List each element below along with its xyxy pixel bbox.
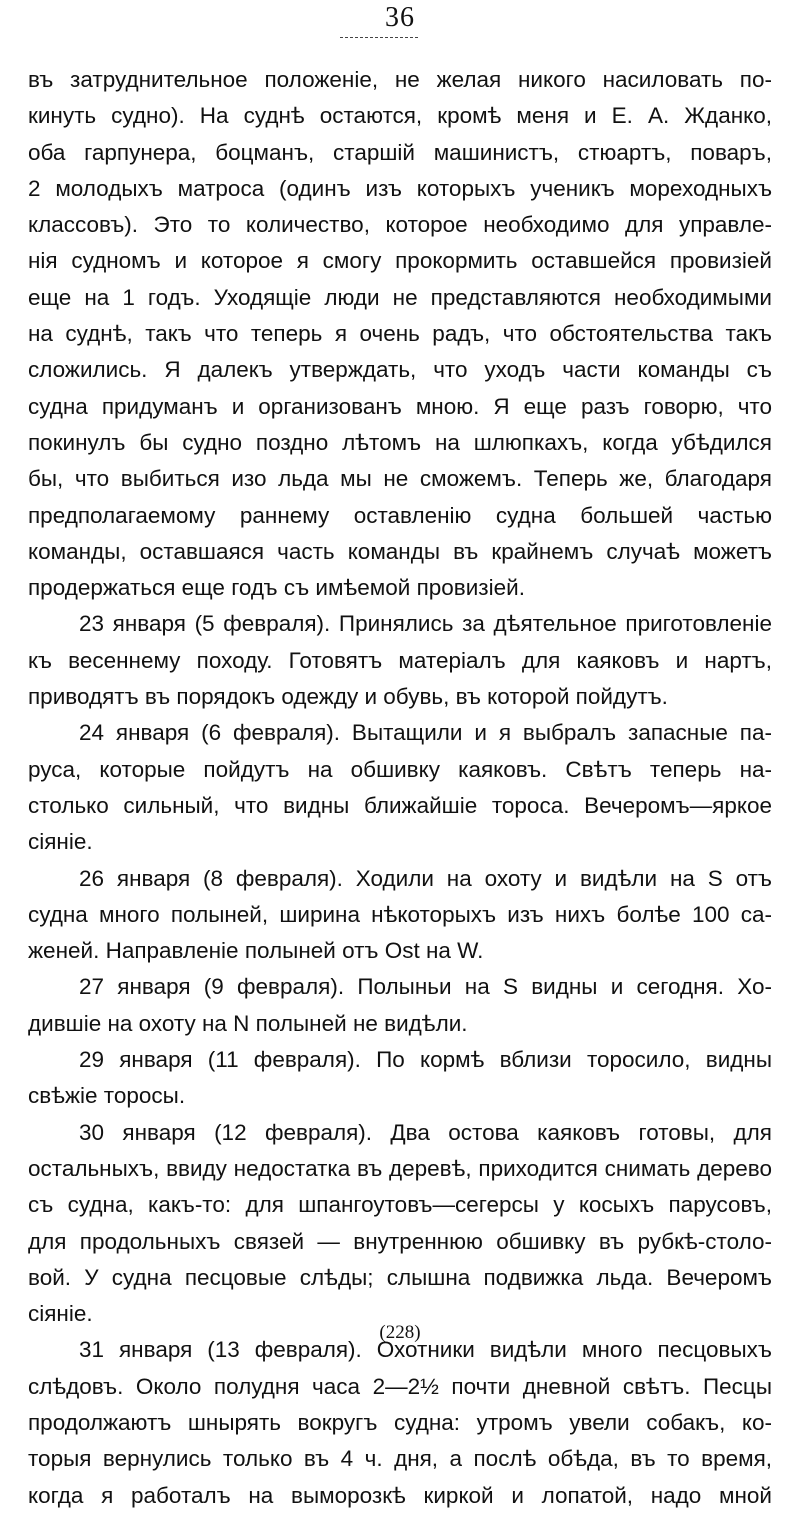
text-line: 2 молодыхъ матроса (одинъ изъ которыхъ ученикъ мореходныхъ — [28, 175, 772, 201]
text-line: 23 января (5 февраля). Принялись за дѣятельное приготовленіе — [79, 611, 772, 637]
text-line: кинуть судно). На суднѣ остаются, кромѣ меня и Е. А. Жданко, — [28, 103, 772, 129]
text-line: покинулъ бы судно поздно лѣтомъ на шлюпкахъ, когда убѣдился — [28, 429, 772, 455]
text-line: сіяніе. — [28, 1301, 93, 1327]
footer-page-number: (228) — [379, 1322, 421, 1343]
text-line: вой. У судна песцовые слѣды; слышна подвижка льда. Вечеромъ — [28, 1264, 772, 1290]
text-line: въ затруднительное положеніе, не желая никого насиловать по- — [28, 67, 772, 92]
text-line: 31 января (13 февраля). Охотники видѣли много песцовыхъ — [79, 1337, 772, 1363]
text-line: съ судна, какъ-то: для шпангоутовъ—сегерсы у косыхъ парусовъ, — [28, 1192, 772, 1218]
text-line: приводятъ въ порядокъ одежду и обувь, въ которой пойдутъ. — [28, 684, 668, 710]
header-rule — [340, 37, 418, 38]
text-line: продержаться еще годъ съ имѣемой провизіей. — [28, 575, 525, 601]
text-line: предполагаемому раннему оставленію судна большей частью — [28, 502, 772, 528]
text-line: дившіе на охоту на N полыней не видѣли. — [28, 1010, 468, 1036]
text-line: къ весеннему походу. Готовятъ матеріалъ для каяковъ и нартъ, — [28, 647, 772, 673]
text-line: судна много полыней, ширина нѣкоторыхъ изъ нихъ болѣе 100 са- — [28, 901, 772, 927]
text-line: 29 января (11 февраля). По кормѣ вблизи торосило, видны — [79, 1047, 772, 1073]
text-line: 30 января (12 февраля). Два остова каяковъ готовы, для — [79, 1119, 772, 1145]
text-line: сложились. Я далекъ утверждать, что уходъ части команды съ — [28, 357, 772, 383]
text-line: слѣдовъ. Около полудня часа 2—2½ почти дневной свѣтъ. Песцы — [28, 1373, 772, 1399]
text-line: судна придуманъ и организованъ мною. Я еще разъ говорю, что — [28, 393, 772, 419]
text-line: сіяніе. — [28, 829, 93, 855]
text-line: когда я работалъ на выморозкѣ киркой и лопатой, надо мной — [28, 1482, 772, 1508]
text-line: команды, оставшаяся часть команды въ крайнемъ случаѣ можетъ — [28, 538, 772, 564]
text-line: свѣжіе торосы. — [28, 1083, 186, 1109]
text-line: 27 января (9 февраля). Полыньи на S видны и сегодня. Хо- — [79, 974, 772, 1000]
page-number: 36 — [385, 2, 415, 33]
text-line: бы, что выбиться изо льда мы не сможемъ. Теперь же, благодаря — [28, 466, 772, 492]
text-line: 26 января (8 февраля). Ходили на охоту и видѣли на S отъ — [79, 865, 772, 891]
text-line: для продольныхъ связей — внутреннюю обшивку въ рубкѣ-столо- — [28, 1228, 772, 1254]
text-line: на суднѣ, такъ что теперь я очень радъ, что обстоятельства такъ — [28, 321, 772, 347]
body-text — [28, 62, 772, 1514]
text-line: продолжаютъ шнырять вокругъ судна: утромъ увели собакъ, ко- — [28, 1409, 772, 1435]
text-line: оба гарпунера, боцманъ, старшій машинистъ, стюартъ, поваръ, — [28, 139, 772, 165]
text-line: торыя вернулись только въ 4 ч. дня, а послѣ обѣда, въ то время, — [28, 1446, 772, 1472]
text-line: еще на 1 годъ. Уходящіе люди не представляются необходимыми — [28, 284, 772, 310]
text-line: руса, которые пойдутъ на обшивку каяковъ. Свѣтъ теперь на- — [28, 756, 772, 782]
text-line: нія судномъ и которое я смогу прокормить оставшейся провизіей — [28, 248, 772, 274]
text-line: остальныхъ, ввиду недостатка въ деревѣ, приходится снимать дерево — [28, 1155, 772, 1181]
text-line: классовъ). Это то количество, которое необходимо для управле- — [28, 212, 772, 238]
text-line: женей. Направленіе полыней отъ Ost на W. — [28, 938, 484, 964]
text-line: столько сильный, что видны ближайшіе тороса. Вечеромъ—яркое — [28, 792, 772, 818]
text-line: 24 января (6 февраля). Вытащили и я выбралъ запасные па- — [79, 720, 772, 746]
